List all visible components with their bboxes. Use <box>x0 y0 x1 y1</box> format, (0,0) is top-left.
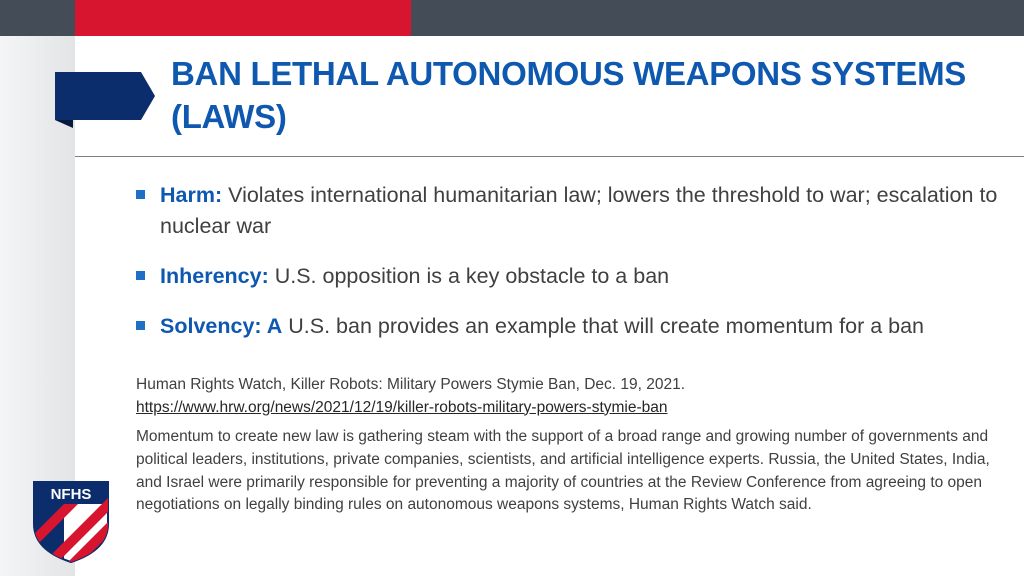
bullet-square-icon <box>136 321 145 330</box>
bullet-text: Violates international humanitarian law; lowers the threshold to war; escalation to nuclear war <box>160 183 998 238</box>
top-bar-red-accent <box>75 0 411 36</box>
bullet-lead: Inherency: <box>160 264 269 288</box>
bullet-square-icon <box>136 271 145 280</box>
bullet-solvency <box>133 311 924 342</box>
citation-link[interactable]: https://www.hrw.org/news/2021/12/19/killer-robots-military-powers-stymie-ban <box>136 398 668 416</box>
bullet-inherency <box>133 261 669 292</box>
bullet-lead: Harm: <box>160 183 223 207</box>
svg-text:NFHS: NFHS <box>50 486 92 503</box>
bullet-text: U.S. opposition is a key obstacle to a ban <box>268 264 670 288</box>
bullet-harm <box>133 180 1013 242</box>
citation <box>136 374 1006 419</box>
banner-flag-icon <box>55 72 155 128</box>
bullet-text: U.S. ban provides an example that will create momentum for a ban <box>282 314 925 338</box>
citation-source: Human Rights Watch, Killer Robots: Military Powers Stymie Ban, Dec. 19, 2021. <box>136 376 686 393</box>
quote-paragraph: Momentum to create new law is gathering steam with the support of a broad range and growing number of governments and political leaders, institutions, private companies, scientists, and artificial intelligence experts. Russia, the United States, India, and Israel were primarily responsible for preventing a majority of countries at the Review Conference from agreeing to open negotiations on legally binding rules on autonomous weapons systems, Human Rights Watch said. <box>136 428 990 514</box>
bullet-lead: Solvency: A <box>160 314 283 338</box>
page-title: BAN LETHAL AUTONOMOUS WEAPONS SYSTEMS (LAWS) <box>171 55 966 135</box>
top-bar <box>0 0 1024 36</box>
nfhs-logo-icon <box>32 480 110 564</box>
title-divider <box>75 156 1024 157</box>
bullet-square-icon <box>136 190 145 199</box>
